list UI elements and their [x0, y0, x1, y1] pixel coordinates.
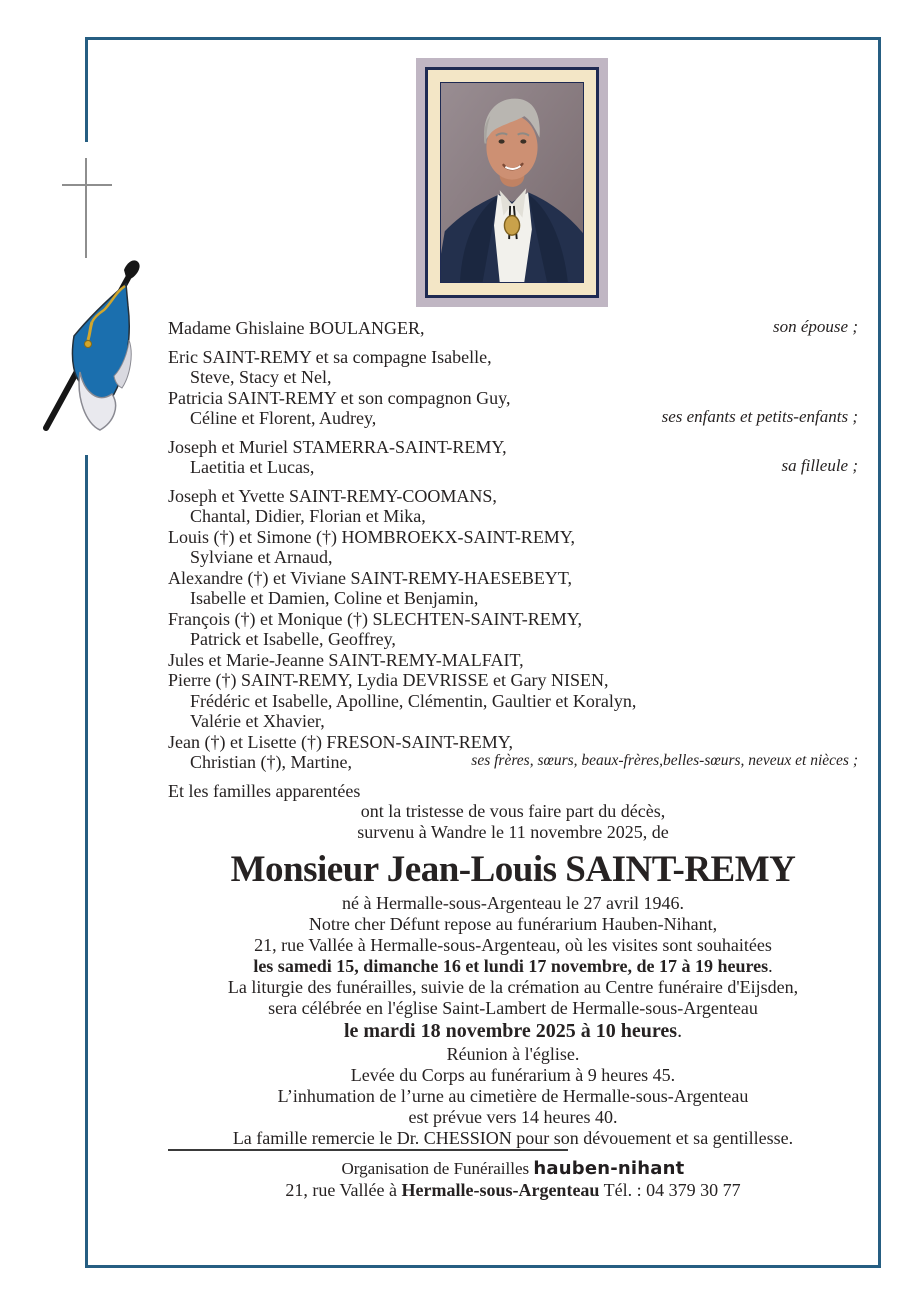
family-line-text: Jules et Marie-Jeanne SAINT-REMY-MALFAIT, — [168, 649, 524, 670]
family-line-text: Louis (†) et Simone (†) HOMBROEKX-SAINT-REMY, — [168, 526, 575, 547]
frame-left-bottom-border — [85, 455, 88, 1265]
family-line-text: François (†) et Monique (†) SLECHTEN-SAINT-REMY, — [168, 608, 582, 629]
family-line-text: Patrick et Isabelle, Geoffrey, — [190, 629, 396, 649]
family-names-section — [168, 318, 858, 801]
family-line — [168, 347, 858, 368]
repose-line2: 21, rue Vallée à Hermalle-sous-Argenteau, où les visites sont souhaitées — [254, 935, 772, 955]
relation-label: sa filleule ; — [781, 456, 858, 475]
family-line — [168, 388, 858, 409]
organisation-line — [168, 1158, 858, 1179]
family-line — [168, 547, 858, 568]
cross-icon — [62, 184, 112, 186]
frame-left-top-border — [85, 37, 88, 142]
portrait-inner-frame — [425, 67, 599, 298]
frame-bottom-border — [85, 1265, 881, 1268]
portrait-photo — [440, 82, 584, 283]
family-line — [168, 752, 858, 773]
frame-top-border — [85, 37, 881, 40]
visits-dates: les samedi 15, dimanche 16 et lundi 17 novembre, de 17 à 19 heures — [253, 956, 769, 976]
family-line — [168, 691, 858, 712]
frame-right-border — [878, 37, 881, 1268]
family-line-text: Sylviane et Arnaud, — [190, 547, 333, 567]
family-line-text: Laetitia et Lucas, — [190, 457, 315, 477]
address-town: Hermalle-sous-Argenteau — [401, 1180, 600, 1200]
family-line — [168, 711, 858, 732]
family-line-text: Alexandre (†) et Viviane SAINT-REMY-HAESEBEYT, — [168, 567, 573, 588]
relation-label: ses enfants et petits-enfants ; — [661, 407, 858, 426]
thanks-line: La famille remercie le Dr. CHESSION pour son dévouement et sa gentillesse. — [232, 1128, 794, 1148]
family-line-text: Et les familles apparentées — [168, 780, 361, 801]
announcement-intro-line2: survenu à Wandre le 11 novembre 2025, de — [357, 822, 669, 842]
family-line — [168, 670, 858, 691]
organisation-prefix: Organisation de Funérailles — [341, 1159, 534, 1178]
portrait-mat — [428, 70, 596, 295]
family-line — [168, 437, 858, 458]
family-line-text: Christian (†), Martine, — [190, 752, 352, 772]
repose-line1: Notre cher Défunt repose au funérarium Hauben-Nihant, — [308, 914, 718, 934]
family-line — [168, 367, 858, 388]
family-line-text: Valérie et Xhavier, — [190, 711, 325, 731]
liturgy-line1: La liturgie des funérailles, suivie de la crémation au Centre funéraire d'Eijsden, — [227, 977, 799, 997]
family-line — [168, 781, 858, 802]
address-line — [168, 1180, 858, 1201]
family-line-text: Eric SAINT-REMY et sa compagne Isabelle, — [168, 346, 492, 367]
deceased-name: Monsieur Jean-Louis SAINT-REMY — [230, 849, 796, 890]
family-line — [168, 318, 858, 339]
reunion-line: Réunion à l'église. — [446, 1044, 580, 1064]
inhumation-line1: L’inhumation de l’urne au cimetière de Hermalle-sous-Argenteau — [277, 1086, 749, 1106]
family-line — [168, 650, 858, 671]
birth-line: né à Hermalle-sous-Argenteau le 27 avril 1946. — [341, 893, 685, 913]
family-line-text: Steve, Stacy et Nel, — [190, 367, 332, 387]
family-line — [168, 568, 858, 589]
inhumation-line2: est prévue vers 14 heures 40. — [408, 1107, 618, 1127]
family-line-text: Joseph et Muriel STAMERRA-SAINT-REMY, — [168, 436, 507, 457]
family-line — [168, 506, 858, 527]
family-line — [168, 527, 858, 548]
visits-line — [168, 956, 858, 977]
family-line-text: Frédéric et Isabelle, Apolline, Clémentin, Gaultier et Koralyn, — [190, 690, 637, 711]
family-line — [168, 609, 858, 630]
family-line-text: Pierre (†) SAINT-REMY, Lydia DEVRISSE et Gary NISEN, — [168, 670, 609, 690]
family-line — [168, 588, 858, 609]
announcement-intro-line1: ont la tristesse de vous faire part du décès, — [360, 801, 666, 821]
address-prefix: 21, rue Vallée à — [285, 1180, 402, 1200]
mourning-flag-icon — [28, 256, 154, 442]
cross-icon — [85, 158, 87, 258]
family-line-text: Jean (†) et Lisette (†) FRESON-SAINT-REMY, — [168, 731, 513, 752]
funeral-home-logo: hauben-nihant — [533, 1158, 685, 1179]
family-line — [168, 457, 858, 478]
family-line — [168, 408, 858, 429]
levee-line: Levée du Corps au funérarium à 9 heures 45. — [350, 1065, 676, 1085]
family-line-text: Patricia SAINT-REMY et son compagnon Guy, — [168, 387, 511, 408]
relation-label: ses frères, sœurs, beaux-frères,belles-sœurs, neveux et nièces ; — [471, 752, 858, 769]
relation-label: son épouse ; — [773, 317, 858, 336]
footer-divider — [168, 1149, 568, 1151]
visits-period: . — [768, 956, 773, 976]
family-line-text: Isabelle et Damien, Coline et Benjamin, — [190, 588, 479, 608]
family-line — [168, 629, 858, 650]
ceremony-date: le mardi 18 novembre 2025 à 10 heures — [343, 1020, 678, 1042]
liturgy-line2: sera célébrée en l'église Saint-Lambert de Hermalle-sous-Argenteau — [268, 998, 758, 1018]
address-phone: Tél. : 04 379 30 77 — [599, 1180, 741, 1200]
family-line-text: Chantal, Didier, Florian et Mika, — [190, 506, 426, 526]
portrait-photo-frame — [416, 58, 608, 307]
family-line-text: Joseph et Yvette SAINT-REMY-COOMANS, — [168, 485, 497, 506]
announcement-section — [168, 801, 858, 1201]
ceremony-line — [168, 1019, 858, 1044]
ceremony-period: . — [677, 1020, 683, 1042]
family-line-text: Madame Ghislaine BOULANGER, — [168, 318, 425, 338]
family-line — [168, 732, 858, 753]
family-line — [168, 486, 858, 507]
family-line-text: Céline et Florent, Audrey, — [190, 408, 377, 428]
